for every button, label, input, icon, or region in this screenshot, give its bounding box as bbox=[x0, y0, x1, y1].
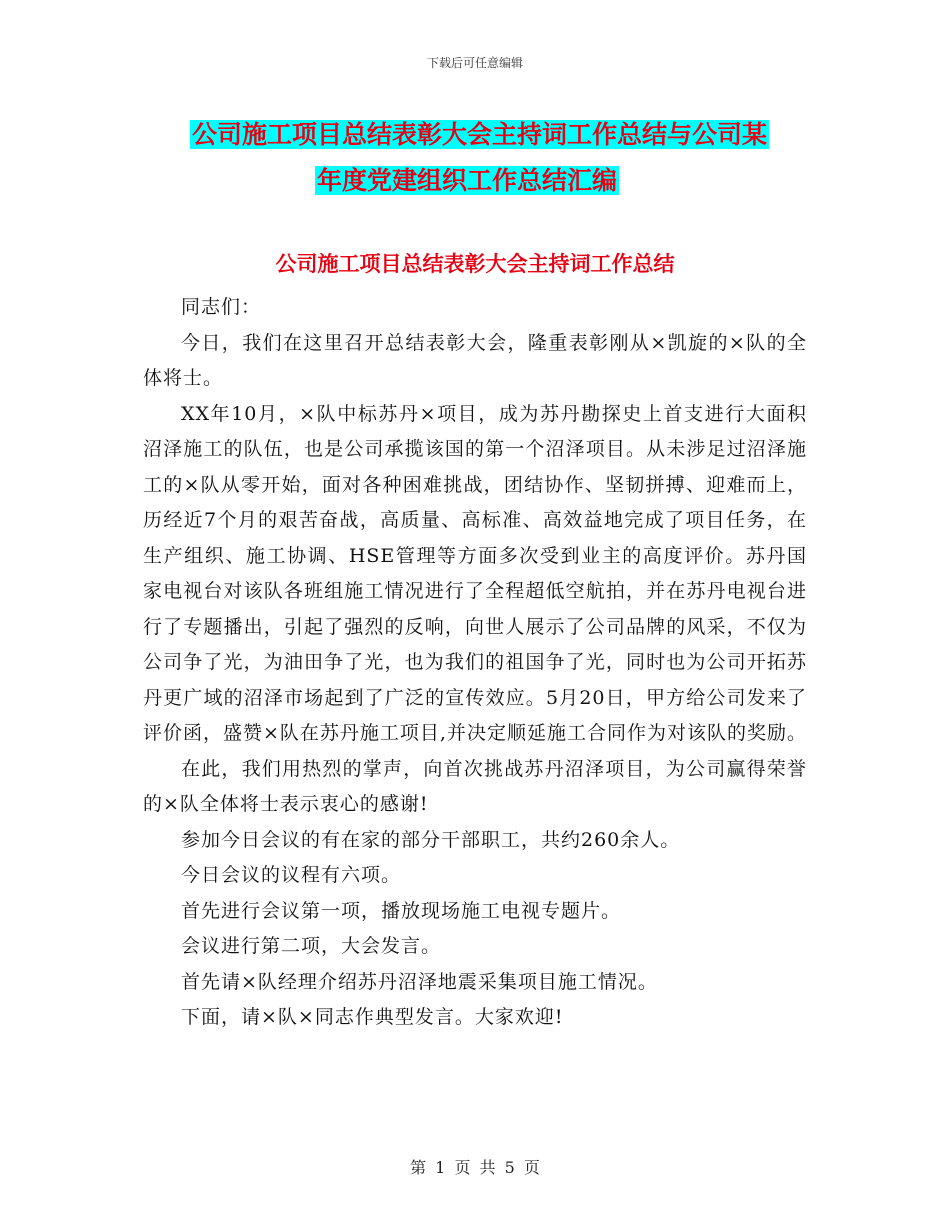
header-note: 下载后可任意编辑 bbox=[426, 56, 523, 70]
page-number: 第 1 页 共 5 页 bbox=[410, 1158, 540, 1177]
paragraph: 首先请×队经理介绍苏丹沼泽地震采集项目施工情况。 bbox=[181, 970, 658, 993]
title-line-2: 年度党建组织工作总结汇编 bbox=[317, 166, 618, 195]
paragraph: 下面，请×队×同志作典型发言。大家欢迎! bbox=[181, 1006, 564, 1028]
paragraph: 同志们： bbox=[181, 296, 262, 318]
paragraph: 会议进行第二项，大会发言。 bbox=[181, 935, 442, 957]
title-line-1: 公司施工项目总结表彰大会主持词工作总结与公司某 bbox=[192, 120, 768, 149]
section-title: 公司施工项目总结表彰大会主持词工作总结 bbox=[275, 252, 675, 276]
paragraph: 首先进行会议第一项，播放现场施工电视专题片。 bbox=[181, 899, 622, 922]
document-title bbox=[140, 112, 820, 204]
paragraph: 今日会议的议程有六项。 bbox=[181, 864, 402, 886]
paragraph: 今日，我们在这里召开总结表彰大会，隆重表彰刚从×凯旋的×队的全体将士。 bbox=[143, 331, 807, 389]
paragraph: 在此，我们用热烈的掌声，向首次挑战苏丹沼泽项目，为公司赢得荣誉的×队全体将士表示衷心的感谢! bbox=[143, 757, 807, 815]
paragraph: XX年10月，×队中标苏丹×项目，成为苏丹勘探史上首支进行大面积沼泽施工的队伍，也是公司承揽该国的第一个沼泽项目。从未涉足过沼泽施工的×队从零开始，面对各种困难挑战，团结协作、坚韧拼搏、迎难而上，历经近7个月的艰苦奋战，高质量、高标准、高效益地完成了项目任务，在生产组织、施工协调、HSE管理等方面多次受到业主的高度评价。苏丹国家电视台对该队各班组施工情况进行了全程超低空航拍，并在苏丹电视台进行了专题播出，引起了强烈的反响，向世人展示了公司品牌的风采，不仅为公司争了光，为油田争了光，也为我们的祖国争了光，同时也为公司开拓苏丹更广域的沼泽市场起到了广泛的宣传效应。5月20日，甲方给公司发来了评价函，盛赞×队在苏丹施工项目,并决定顺延施工合同作为对该队的奖励。 bbox=[143, 402, 807, 744]
paragraph: 参加今日会议的有在家的部分干部职工，共约260余人。 bbox=[181, 828, 681, 851]
document-body bbox=[143, 290, 807, 1036]
